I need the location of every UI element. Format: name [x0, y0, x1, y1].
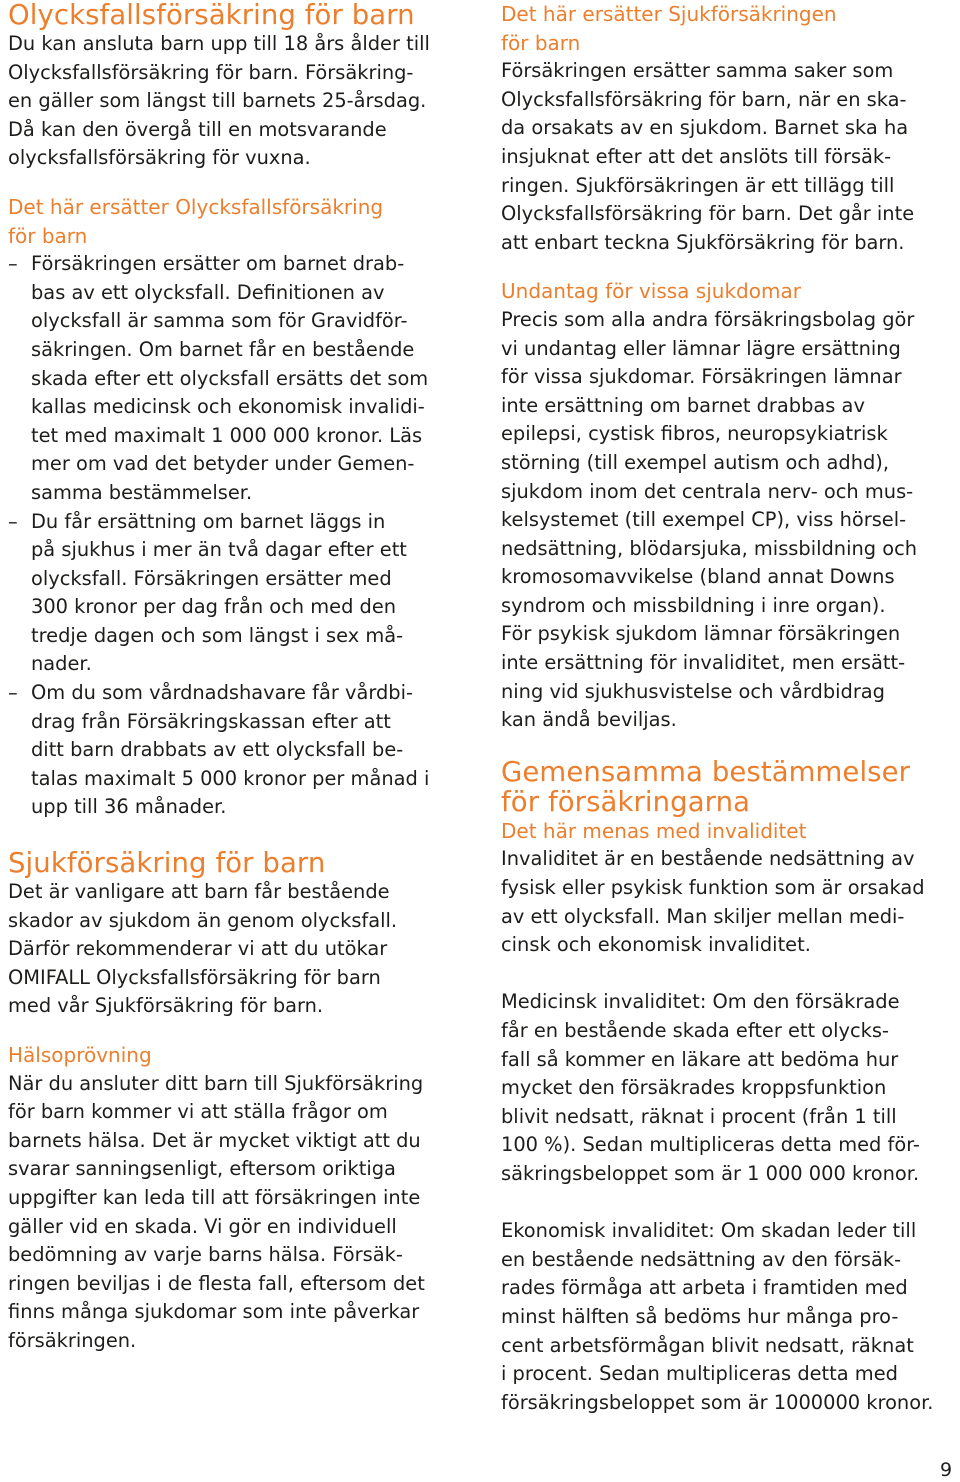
text-line: ditt barn drabbats av ett olycksfall be-	[31, 738, 404, 762]
text-line: i procent. Sedan multipliceras detta med	[501, 1362, 898, 1386]
text-line: kallas medicinsk och ekonomisk invalidi-	[31, 395, 425, 419]
text-line: Därför rekommenderar vi att du utökar	[8, 937, 388, 961]
text-line: fall så kommer en läkare att bedöma hur	[501, 1047, 899, 1071]
text-line: störning (till exempel autism och adhd),	[501, 450, 890, 474]
gemensamma-title	[501, 757, 956, 817]
text-line: cent arbetsförmågan blivit nedsatt, räknat	[501, 1333, 914, 1357]
sjukforsakring-text	[8, 878, 470, 1021]
text-line: nedsättning, blödarsjuka, missbildning och	[501, 536, 918, 560]
text-line: epilepsi, cystisk fibros, neuropsykiatrisk	[501, 422, 888, 446]
text-line: ning vid sjukhusvistelse och vårdbidrag	[501, 679, 885, 703]
text-line: cinsk och ekonomisk invaliditet.	[501, 933, 811, 957]
text-line: Det är vanligare att barn får bestående	[8, 880, 390, 904]
text-line: olycksfallsförsäkring för vuxna.	[8, 146, 311, 170]
text-line: svarar sanningsenligt, eftersom oriktiga	[8, 1157, 396, 1181]
text-line: blivit nedsatt, räknat i procent (från 1 till	[501, 1104, 897, 1128]
left-column	[8, 0, 470, 1356]
text-line: för vissa sjukdomar. Försäkringen lämnar	[501, 365, 902, 389]
text-line: Olycksfallsförsäkring för barn. Försäkring-	[8, 60, 414, 84]
text-line: tet med maximalt 1 000 000 kronor. Läs	[31, 423, 423, 447]
text-line: Du kan ansluta barn upp till 18 års ålder till	[8, 32, 430, 55]
text-line: 300 kronor per dag från och med den	[31, 595, 397, 619]
list-item	[8, 508, 470, 680]
text-line: gäller vid en skada. Vi gör en individuell	[8, 1214, 397, 1238]
text-line: Precis som alla andra försäkringsbolag gör	[501, 307, 915, 331]
text-line: tredje dagen och som längst i sex må-	[31, 623, 404, 647]
text-line: Försäkringen ersätter samma saker som	[501, 59, 894, 83]
text-line: inte ersättning om barnet drabbas av	[501, 393, 865, 417]
olycksfall-ersatter-heading	[8, 193, 470, 250]
text-line: insjuknat efter att det anslöts till försäk-	[501, 144, 892, 168]
text-line: säkringsbeloppet som är 1 000 000 kronor.	[501, 1161, 920, 1185]
text-line: talas maximalt 5 000 kronor per månad i	[31, 766, 430, 790]
invaliditet-text	[501, 845, 956, 959]
text-line: att enbart teckna Sjukförsäkring för barn.	[501, 230, 905, 254]
text-line: skador av sjukdom än genom olycksfall.	[8, 908, 398, 932]
text-line: bas av ett olycksfall. Definitionen av	[31, 280, 385, 304]
text-line: kelsystemet (till exempel CP), viss hörsel-	[501, 508, 907, 532]
text-line: försäkringen.	[8, 1328, 137, 1352]
list-item	[8, 679, 470, 822]
text-line: försäkringsbeloppet som är 1000000 kronor.	[501, 1390, 934, 1414]
text-line: för försäkringarna	[501, 785, 751, 818]
text-line: upp till 36 månader.	[31, 795, 227, 819]
sjuk-ersatter-text	[501, 57, 956, 257]
text-line: ringen beviljas i de flesta fall, eftersom det	[8, 1271, 425, 1295]
text-line: – Du får ersättning om barnet läggs in	[31, 509, 386, 533]
right-column	[501, 0, 956, 1417]
text-line: nader.	[31, 652, 92, 676]
text-line: minst hälften så bedöms hur många pro-	[501, 1304, 899, 1328]
invaliditet-heading: Det här menas med invaliditet	[501, 818, 807, 843]
text-line: Då kan den övergå till en motsvarande	[8, 117, 387, 141]
text-line: När du ansluter ditt barn till Sjukförsäkring	[8, 1071, 424, 1095]
text-line: uppgifter kan leda till att försäkringen inte	[8, 1185, 421, 1209]
halsoprovning-text	[8, 1070, 470, 1356]
text-line: – Försäkringen ersätter om barnet drab-	[31, 252, 405, 276]
text-line: av ett olycksfall. Man skiljer mellan medi-	[501, 904, 905, 928]
text-line: barnets hälsa. Det är mycket viktigt att du	[8, 1128, 421, 1152]
text-line: syndrom och missbildning i inre organ).	[501, 593, 886, 617]
text-line: för barn kommer vi att ställa frågor om	[8, 1100, 388, 1124]
olycksfall-title: Olycksfallsförsäkring för barn	[8, 0, 415, 31]
text-line: rades förmåga att arbeta i framtiden med	[501, 1276, 908, 1300]
text-line: Det här ersätter Sjukförsäkringen	[501, 2, 837, 26]
text-line: för barn	[8, 223, 88, 248]
text-line: Medicinsk invaliditet: Om den försäkrade	[501, 990, 900, 1014]
text-line: mycket den försäkrades kroppsfunktion	[501, 1076, 887, 1100]
text-line: Olycksfallsförsäkring för barn, när en ska-	[501, 87, 907, 111]
undantag-text	[501, 306, 956, 735]
text-line: finns många sjukdomar som inte påverkar	[8, 1300, 420, 1324]
ekonomisk-invaliditet-text	[501, 1217, 956, 1417]
text-line: skada efter ett olycksfall ersätts det som	[31, 366, 429, 390]
medicinsk-invaliditet-text	[501, 988, 956, 1188]
text-line: sjukdom inom det centrala nerv- och mus-	[501, 479, 914, 503]
text-line: Olycksfallsförsäkring för barn. Det går inte	[501, 202, 915, 226]
text-line: da orsakats av en sjukdom. Barnet ska ha	[501, 116, 909, 140]
text-line: kromosomavvikelse (bland annat Downs	[501, 565, 895, 589]
text-line: olycksfall är samma som för Gravidför-	[31, 309, 408, 333]
text-line: säkringen. Om barnet får en bestående	[31, 337, 415, 361]
sjuk-ersatter-heading	[501, 0, 956, 57]
text-line: För psykisk sjukdom lämnar försäkringen	[501, 622, 901, 646]
text-line: olycksfall. Försäkringen ersätter med	[31, 566, 392, 590]
text-line: bedömning av varje barns hälsa. Försäk-	[8, 1243, 403, 1267]
text-line: Ekonomisk invaliditet: Om skadan leder till	[501, 1219, 917, 1243]
text-line: vi undantag eller lämnar lägre ersättning	[501, 336, 901, 360]
text-line: Gemensamma bestämmelser	[501, 755, 911, 788]
text-line: kan ändå beviljas.	[501, 708, 677, 732]
text-line: mer om vad det betyder under Gemen-	[31, 452, 415, 476]
halsoprovning-heading: Hälsoprövning	[8, 1043, 152, 1067]
text-line: – Om du som vårdnadshavare får vårdbi-	[31, 681, 413, 705]
undantag-heading: Undantag för vissa sjukdomar	[501, 279, 801, 304]
sjukforsakring-title: Sjukförsäkring för barn	[8, 847, 326, 880]
text-line: OMIFALL Olycksfallsförsäkring för barn	[8, 965, 381, 989]
text-line: en bestående nedsättning av den försäk-	[501, 1247, 902, 1271]
olycksfall-ersatter-list	[8, 250, 470, 822]
list-item	[8, 250, 470, 507]
text-line: med vår Sjukförsäkring för barn.	[8, 994, 324, 1018]
text-line: på sjukhus i mer än två dagar efter ett	[31, 538, 407, 562]
text-line: fysisk eller psykisk funktion som är orsakad	[501, 876, 925, 900]
text-line: får en bestående skada efter ett olycks-	[501, 1019, 890, 1042]
text-line: samma bestämmelser.	[31, 480, 253, 504]
text-line: för barn	[501, 30, 581, 55]
text-line: inte ersättning för invaliditet, men ersätt-	[501, 651, 906, 675]
text-line: 100 %). Sedan multipliceras detta med för-	[501, 1133, 920, 1157]
text-line: Det här ersätter Olycksfallsförsäkring	[8, 194, 384, 219]
olycksfall-intro	[8, 30, 470, 173]
page-number: 9	[940, 1459, 953, 1481]
text-line: ringen. Sjukförsäkringen är ett tillägg till	[501, 173, 895, 197]
text-line: en gäller som längst till barnets 25-årsdag.	[8, 89, 427, 113]
text-line: Invaliditet är en bestående nedsättning av	[501, 847, 915, 871]
text-line: drag från Försäkringskassan efter att	[31, 709, 391, 733]
